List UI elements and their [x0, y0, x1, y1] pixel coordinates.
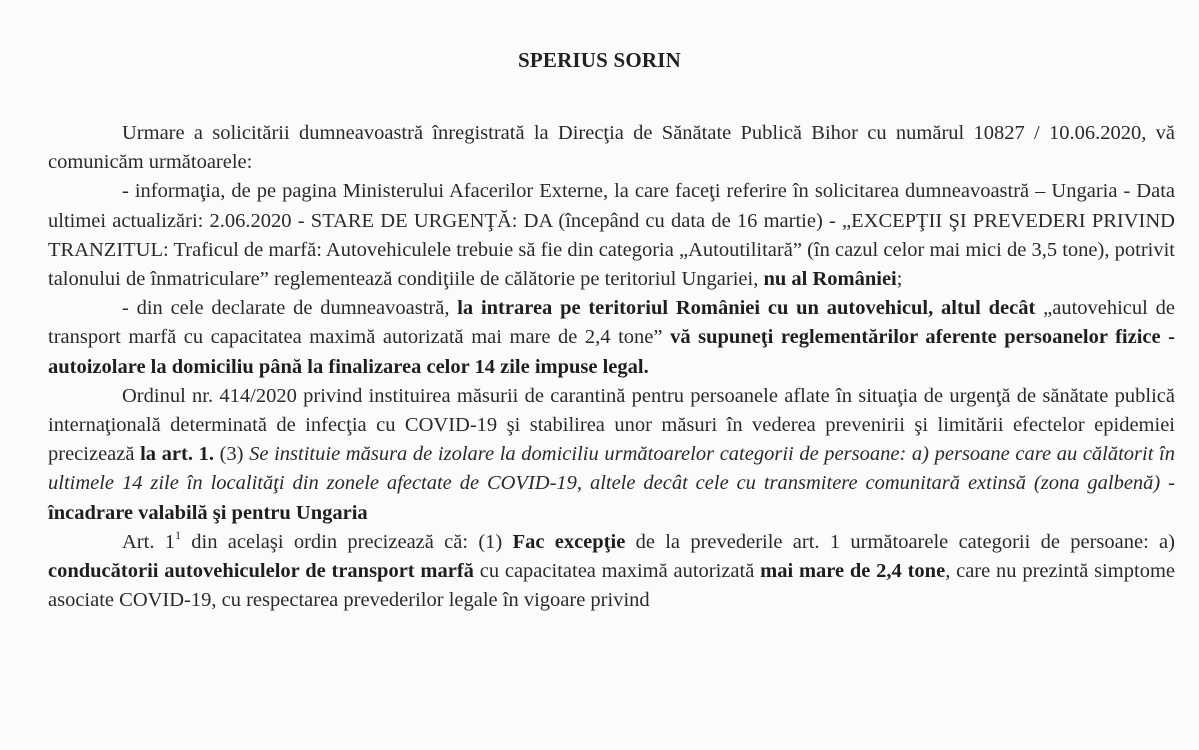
declaration-lead: - din cele declarate de dumneavoastră, — [122, 297, 458, 320]
declaration-quote: „autovehicul de transport marfă cu capacitatea maximă autorizată mai mare de 2,4 tone” — [48, 297, 1175, 349]
order-quote-italic: Se instituie măsura de izolare la domiciliu următoarelor categorii de persoane: a) persoane care au călătorit în ultimele 14 zile în localităţi din zonele afectate de COVID-19, altele decât cele cu transmitere comunitară extinsă (zona galbenă) — [48, 443, 1175, 495]
article-ref: Art. 1 — [122, 530, 175, 553]
declaration-bold-1: la intrarea pe teritoriul României cu un autovehicul, altul decât — [457, 297, 1036, 320]
paragraph-article-1-1 — [48, 528, 1175, 616]
order-dash: - — [1160, 472, 1176, 495]
article-text-2: de la prevederile art. 1 următoarele categorii de persoane: a) — [625, 530, 1175, 553]
paragraph-mae-info — [48, 177, 1175, 294]
paragraph-order-414 — [48, 382, 1175, 528]
declaration-bold-2: vă supuneţi reglementărilor aferente persoanelor fizice - autoizolare la domiciliu până la finalizarea celor 14 zile impuse legal. — [48, 326, 1176, 378]
article-text-1: din acelaşi ordin precizează că: (1) — [181, 530, 513, 553]
order-article-ref: la art. 1. — [140, 443, 214, 466]
order-conclusion-bold: încadrare valabilă şi pentru Ungaria — [48, 501, 368, 524]
article-drivers-bold: conducătorii autovehiculelor de transport marfă — [48, 560, 474, 583]
article-text-4: , care nu prezintă simptome asociate COVID-19, cu respectarea prevederilor legale în vigoare privind — [48, 560, 1175, 612]
article-tonnage-bold: mai mare de 2,4 tone — [760, 560, 946, 583]
article-text-3: cu capacitatea maximă autorizată — [473, 560, 761, 583]
order-clause-number: (3) — [213, 443, 250, 466]
order-lead: Ordinul nr. 414/2020 privind instituirea măsurii de carantină pentru persoanele aflate în situaţia de urgenţă de sănătate publică internaţională determinată de infecţia cu COVID-19 şi stabilirea unor măsuri în vederea prevenirii şi limitării efectelor epidemiei precizează — [48, 384, 1175, 466]
article-exception-bold: Fac excepţie — [512, 530, 626, 553]
paragraph-mae-bold: nu al României — [763, 268, 897, 291]
paragraph-declaration — [48, 294, 1175, 382]
paragraph-intro: Urmare a solicitării dumneavoastră înregistrată la Direcţia de Sănătate Publică Bihor cu numărul 10827 / 10.06.2020, vă comunicăm următoarele: — [48, 122, 1175, 174]
document-body — [48, 119, 1175, 615]
article-superscript: 1 — [175, 527, 181, 542]
paragraph-mae-end: ; — [896, 268, 903, 291]
paragraph-mae-text: - informaţia, de pe pagina Ministerului Afacerilor Externe, la care faceţi referire în solicitarea dumneavoastră – Ungaria - Data ultimei actualizări: 2.06.2020 - STARE DE URGENŢĂ: DA (începând cu data de 16 martie) - „EXCEPŢII ŞI PREVEDERI PRIVIND TRANZITUL: Traficul de marfă: Autovehiculele trebuie să fie din categoria „Autoutilitară” (în cazul celor mai mici de 3,5 tone), potrivit talonului de înmatriculare” reglementează condiţiile de călătorie pe teritoriul Ungariei, — [48, 180, 1175, 291]
document-title: SPERIUS SORIN — [517, 48, 682, 72]
